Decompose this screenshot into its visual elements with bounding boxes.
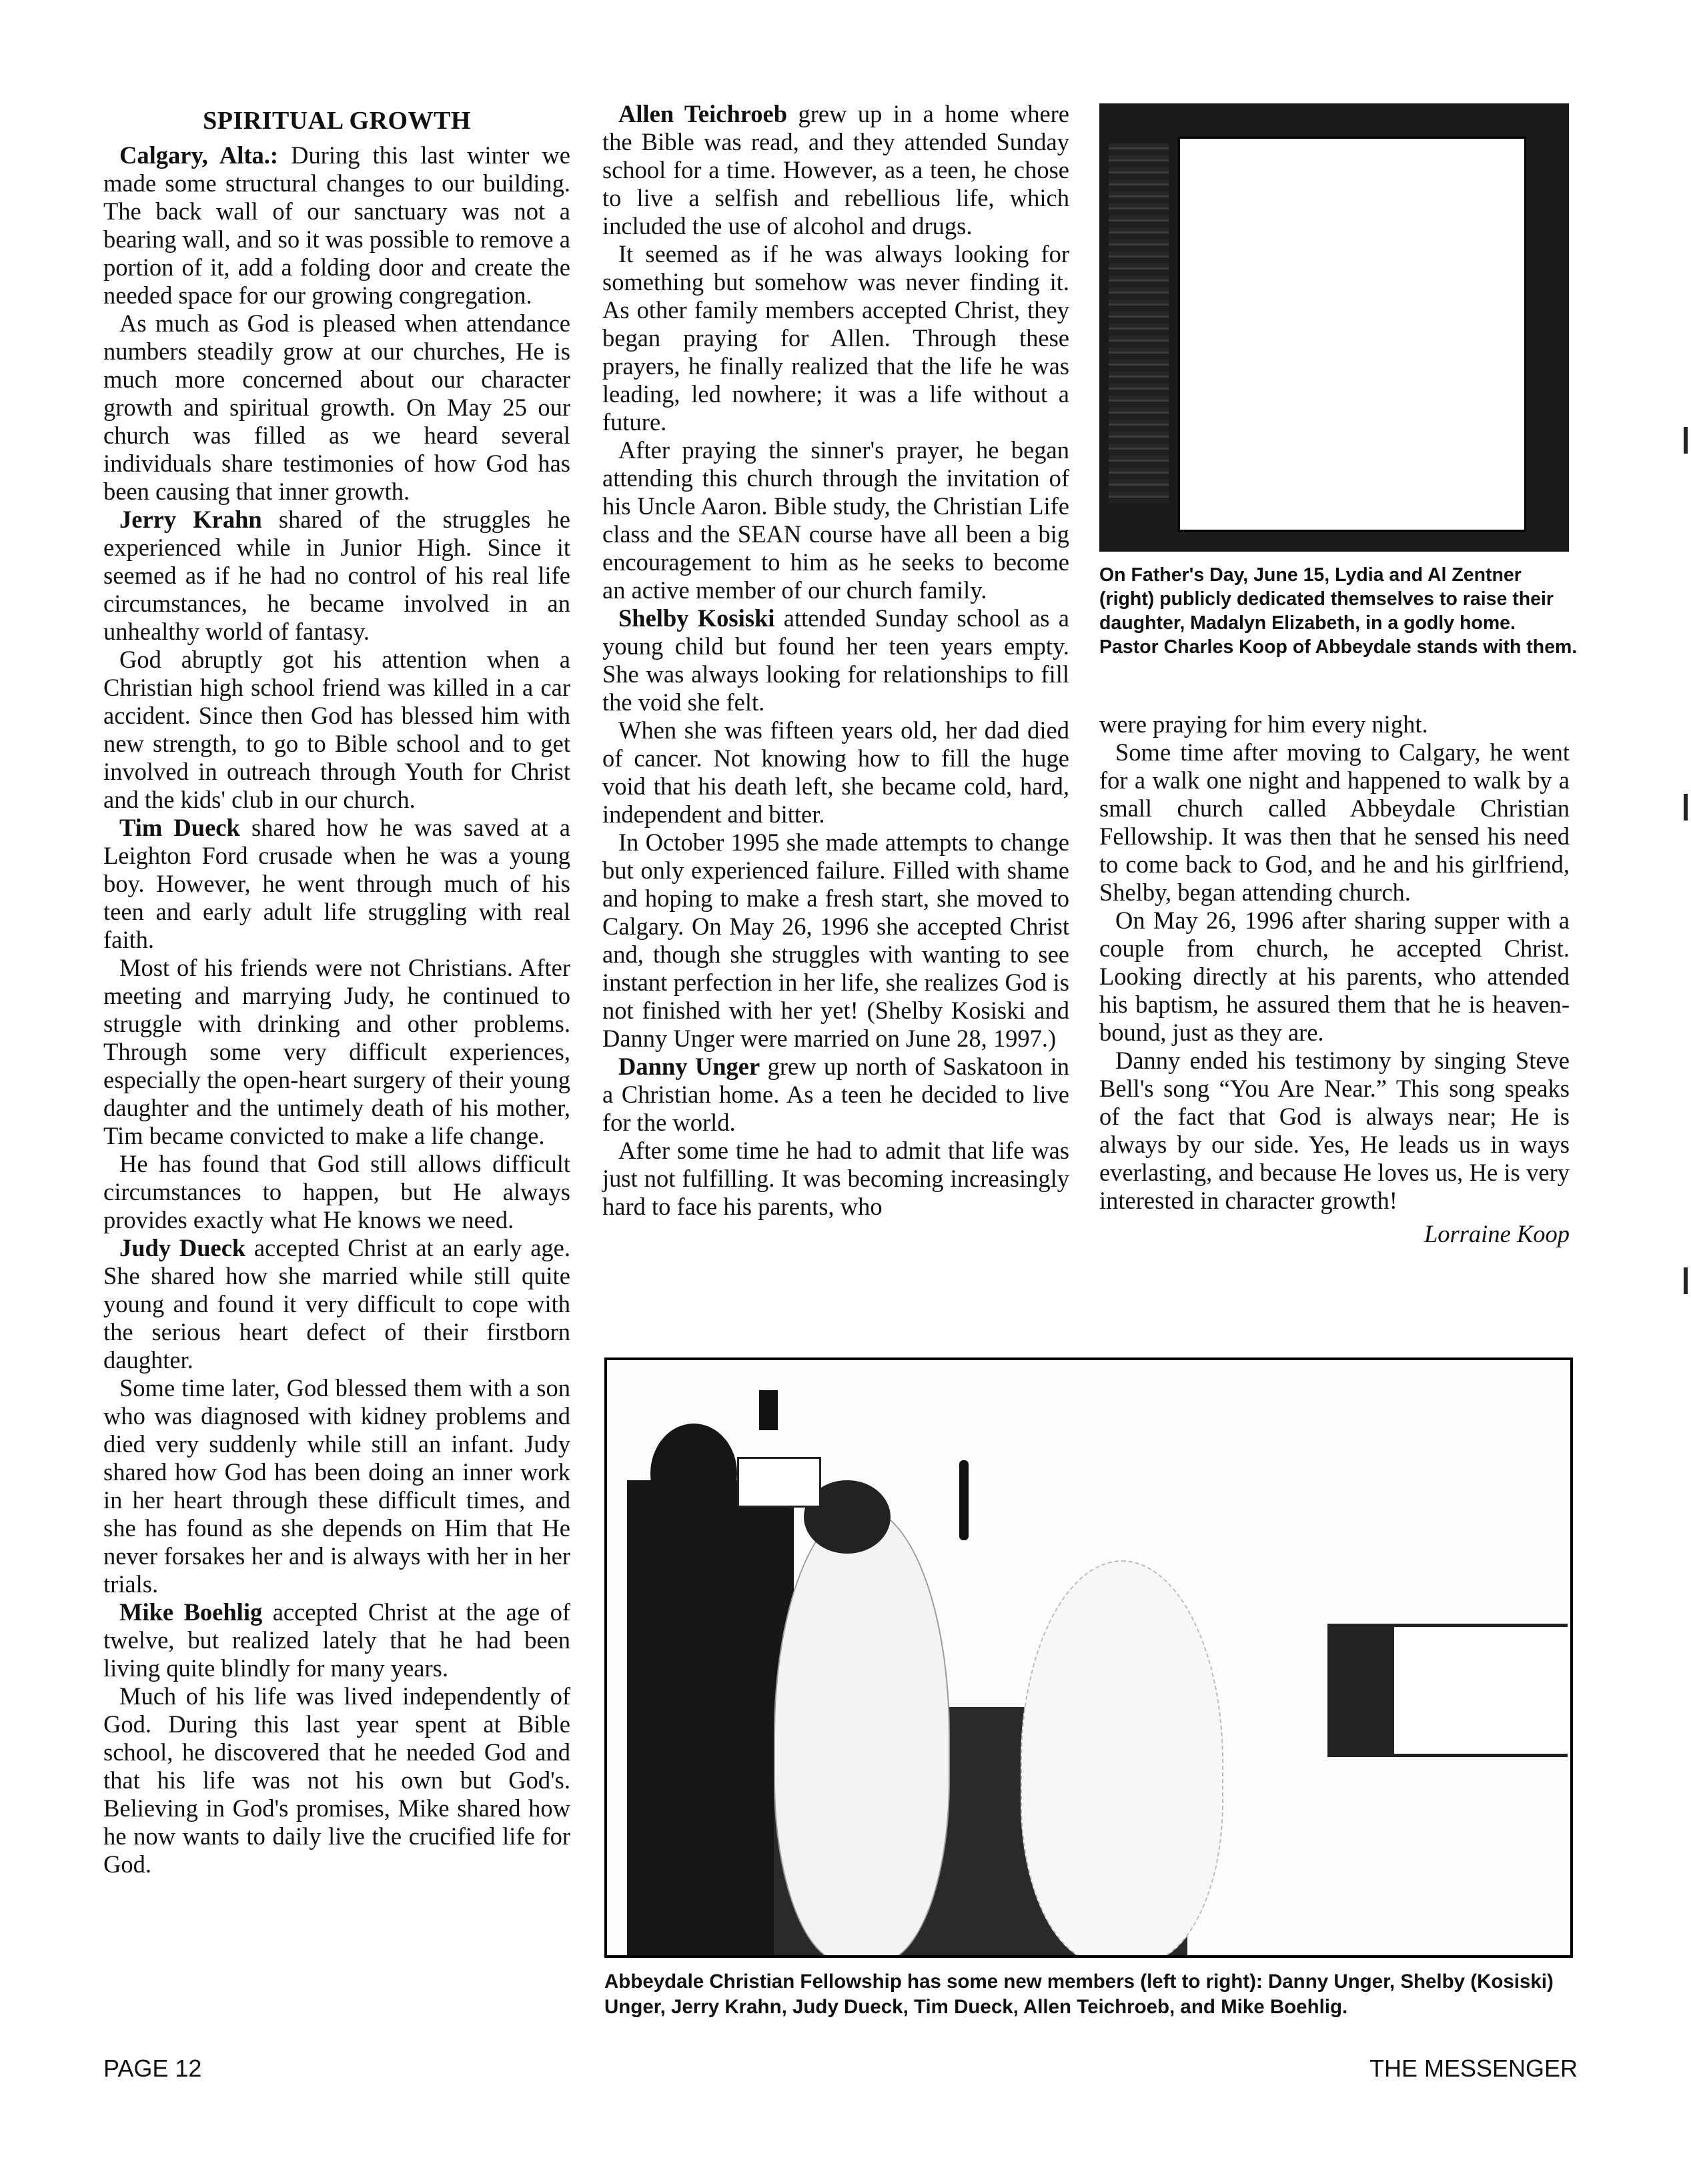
paragraph	[602, 1137, 1069, 1221]
paragraph-lead-name: Shelby Kosiski	[618, 604, 775, 632]
paragraph-text: grew up in a home where the Bible was read, and they attended Sunday school for a time. However, as a teen, he chose to live a selfish and rebellious life, which included the use of alcohol and drugs.	[602, 100, 1070, 239]
paragraph-text: Much of his life was lived independently of God. During this last year spent at Bible school, he discovered that he needed God and that his life was not his own but God's. Believing in God's promises, Mike shared how he now wants to daily live the crucified life for God.	[103, 1682, 570, 1878]
column-1	[103, 107, 570, 1878]
paragraph-lead-name: Danny Unger	[618, 1053, 760, 1080]
paragraph	[602, 604, 1069, 716]
paragraph	[1099, 1047, 1570, 1215]
paragraph	[1099, 907, 1570, 1047]
paragraph-text: accepted Christ at an early age. She shared how she married while still quite young and found it very difficult to cope with the serious heart defect of their firstborn daughter.	[103, 1234, 570, 1374]
dedication-photo-caption: On Father's Day, June 15, Lydia and Al Zentner (right) publicly dedicated themselves to raise their daughter, Madalyn Elizabeth, in a godly home. Pastor Charles Koop of Abbeydale stands with them.	[1099, 564, 1578, 658]
paragraph-text: shared of the struggles he experienced while in Junior High. Since it seemed as if he had no control of his real life circumstances, he became involved in an unhealthy world of fantasy.	[103, 506, 570, 645]
publication-name: THE MESSENGER	[1369, 2055, 1578, 2082]
section-heading: SPIRITUAL GROWTH	[203, 107, 471, 135]
page-number: PAGE 12	[103, 2055, 202, 2082]
column-2	[602, 100, 1069, 1221]
edge-mark	[1684, 1267, 1688, 1294]
edge-mark	[1684, 427, 1688, 454]
paragraph	[103, 814, 570, 954]
paragraph	[103, 506, 570, 646]
paragraph-lead-name: Jerry Krahn	[119, 506, 262, 533]
paragraph	[602, 829, 1069, 1053]
paragraph-lead-name: Judy Dueck	[119, 1234, 246, 1261]
paragraph-text: accepted Christ at the age of twelve, but realized lately that he had been living quite blindly for many years.	[103, 1598, 571, 1682]
photo-blank-frame	[1178, 137, 1526, 532]
paragraph	[103, 1598, 570, 1682]
paragraph	[103, 954, 570, 1150]
paragraph-text: God abruptly got his attention when a Christian high school friend was killed in a car accident. Since then God has blessed him with new strength, to go to Bible school and to get involved in outreach through Youth for Christ and the kids' club in our church.	[103, 646, 570, 813]
paragraph	[602, 240, 1069, 436]
column-2-body	[602, 100, 1069, 1221]
paragraph-text: When she was fifteen years old, her dad died of cancer. Not knowing how to fill the huge void that his death left, she became cold, hard, independent and bitter.	[602, 716, 1069, 828]
paragraph	[103, 1682, 570, 1878]
paragraph	[602, 1053, 1069, 1137]
paragraph	[602, 100, 1069, 240]
paragraph	[602, 716, 1069, 829]
paragraph	[1099, 710, 1570, 738]
paragraph-lead-name: Calgary, Alta.:	[119, 141, 279, 169]
paragraph-text: shared how he was saved at a Leighton Ford crusade when he was a young boy. However, he went through much of his teen and early adult life struggling with real faith.	[103, 814, 571, 953]
paragraph-text: During this last winter we made some structural changes to our building. The back wall of our sanctuary was not a bearing wall, and so it was possible to remove a portion of it, add a folding door and create the needed space for our growing congregation.	[103, 141, 570, 309]
paragraph-text: Some time after moving to Calgary, he went for a walk one night and happened to walk by a small church called Abbeydale Christian Fellowship. It was then that he sensed his need to come back to God, and he and his girlfriend, Shelby, began attending church.	[1099, 738, 1570, 906]
paragraph-lead-name: Tim Dueck	[119, 814, 240, 841]
photo-figure-right	[1021, 1560, 1223, 1958]
group-photo	[604, 1357, 1573, 1958]
paragraph	[103, 310, 570, 506]
group-photo-caption: Abbeydale Christian Fellowship has some new members (left to right): Danny Unger, Shelby (Kosiski) Unger, Jerry Krahn, Judy Dueck, Tim Dueck, Allen Teichroeb, and Mike Boehlig.	[604, 1971, 1554, 2018]
paragraph-text: Danny ended his testimony by singing Steve Bell's song “You Are Near.” This song speaks of the fact that God is always near; He is always by our side. Yes, He leads us in ways everlasting, and because He loves us, He is very interested in character growth!	[1099, 1047, 1570, 1214]
photo-dark-left-figure	[627, 1480, 794, 1958]
photo-wall-lamp	[959, 1460, 969, 1540]
paragraph-text: It seemed as if he was always looking for something but somehow was never finding it. As other family members accepted Christ, they began praying for Allen. Through these prayers, he finally realized that the life he was leading, led nowhere; it was a life without a future.	[602, 240, 1069, 436]
paragraph	[602, 436, 1069, 604]
paragraph-text: After some time he had to admit that life was just not fulfilling. It was becoming increasingly hard to face his parents, who	[602, 1137, 1069, 1220]
paragraph-text: As much as God is pleased when attendance numbers steadily grow at our churches, He is much more concerned about our character growth and spiritual growth. On May 25 our church was filled as we heard several individuals share testimonies of how God has been causing that inner growth.	[103, 310, 570, 505]
paragraph-text: attended Sunday school as a young child but found her teen years empty. She was always looking for relationships to fill the void she felt.	[602, 604, 1069, 716]
photo-wall-plaque	[737, 1457, 821, 1508]
paragraph	[103, 141, 570, 310]
paragraph-text: were praying for him every night.	[1099, 710, 1428, 738]
paragraph	[103, 646, 570, 814]
paragraph-lead-name: Mike Boehlig	[119, 1598, 263, 1626]
paragraph	[103, 1150, 570, 1234]
paragraph-text: He has found that God still allows difficult circumstances to happen, but He always provides exactly what He knows we need.	[103, 1150, 570, 1233]
paragraph-text: Some time later, God blessed them with a son who was diagnosed with kidney problems and died very suddenly while still an infant. Judy shared how God has been doing an inner work in her heart through these difficult times, and she has found as she depends on Him that He never forsakes her and is always with her in her trials.	[103, 1374, 570, 1598]
paragraph-lead-name: Allen Teichroeb	[618, 100, 788, 127]
photo-left-texture	[1109, 143, 1169, 504]
paragraph	[103, 1374, 570, 1598]
dedication-photo	[1099, 103, 1569, 552]
photo-wall-sign	[759, 1390, 778, 1430]
column-3	[1099, 710, 1570, 1248]
paragraph-text: grew up north of Saskatoon in a Christian home. As a teen he decided to live for the world.	[602, 1053, 1069, 1136]
column-3-body	[1099, 710, 1570, 1215]
paragraph-text: Most of his friends were not Christians. After meeting and marrying Judy, he continued to struggle with drinking and other problems. Through some very difficult experiences, especially the open-heart surgery of their young daughter and the untimely death of his mother, Tim became convicted to make a life change.	[103, 954, 570, 1149]
paragraph-text: On May 26, 1996 after sharing supper with a couple from church, he accepted Christ. Looking directly at his parents, who attended his baptism, he assured them that he is heaven-bound, just as they are.	[1099, 907, 1570, 1046]
photo-dark-head	[650, 1424, 737, 1524]
paragraph	[1099, 738, 1570, 907]
photo-figure-dress	[774, 1507, 950, 1958]
edge-mark	[1684, 794, 1688, 821]
photo-white-block	[1394, 1627, 1568, 1754]
paragraph-text: After praying the sinner's prayer, he began attending this church through the invitation of his Uncle Aaron. Bible study, the Christian Life class and the SEAN course have all been a big encouragement to him as he seeks to become an active member of our church family.	[602, 436, 1069, 604]
author-signature: Lorraine Koop	[1424, 1220, 1570, 1247]
column-1-body	[103, 141, 570, 1878]
paragraph	[103, 1234, 570, 1374]
paragraph-text: In October 1995 she made attempts to change but only experienced failure. Filled with shame and hoping to make a fresh start, she moved to Calgary. On May 26, 1996 she accepted Christ and, though she struggles with wanting to see instant perfection in her life, she realizes God is not finished with her yet! (Shelby Kosiski and Danny Unger were married on June 28, 1997.)	[602, 829, 1069, 1052]
